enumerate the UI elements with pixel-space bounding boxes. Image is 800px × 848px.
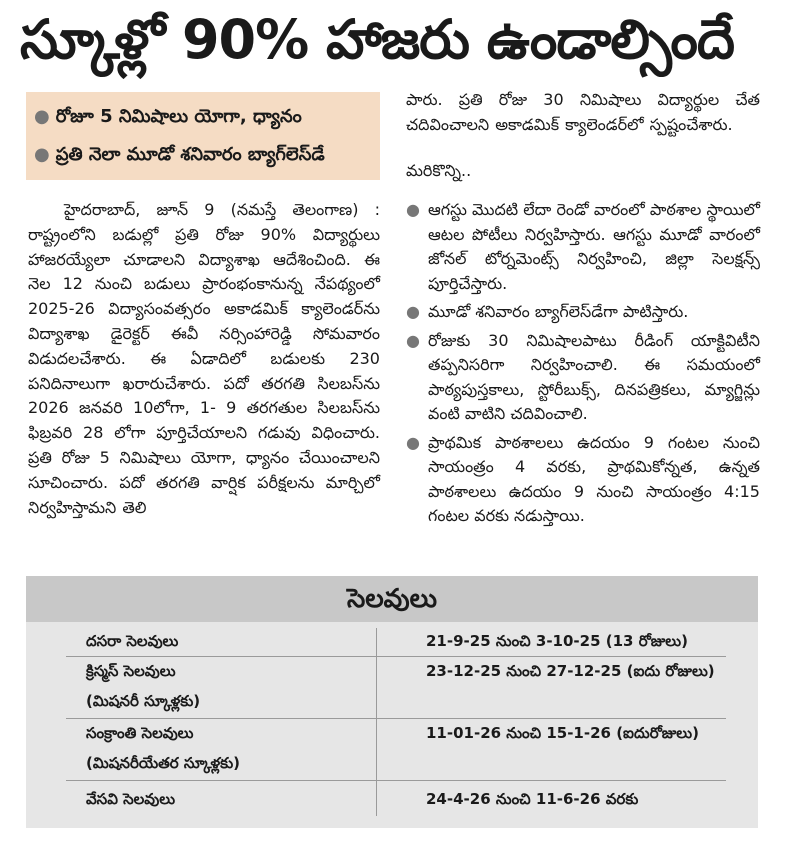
bullet-icon: ● xyxy=(406,200,420,219)
table-row xyxy=(66,782,726,812)
highlight-item xyxy=(34,106,302,131)
bullet-icon: ● xyxy=(406,432,420,452)
highlight-text: ప్రతి నెలా మూడో శనివారం బ్యాగ్‌లెస్‌డే xyxy=(55,144,325,165)
headline: స్కూళ్లో 90% హాజరు ఉండాల్సిందే xyxy=(20,8,735,71)
list-item-text: మూడో శనివారం బ్యాగ్‌లెస్‌డేగా పాటిస్తారు. xyxy=(428,302,689,321)
list-item xyxy=(400,329,760,427)
highlight-item xyxy=(34,144,325,169)
holiday-dates: 23-12-25 నుంచి 27-12-25 (ఐదు రోజులు) xyxy=(426,662,715,680)
holiday-note: (మిషనరీయేతర స్కూళ్లకు) xyxy=(86,754,240,772)
holiday-name: వేసవి సెలవులు xyxy=(86,790,176,808)
right-column-intro: పారు. ప్రతి రోజు 30 నిమిషాలు విద్యార్థుల చేత చదివించాలని అకాడమిక్ క్యాలెండర్‌లో స్పష్టంచేశారు. xyxy=(406,90,760,134)
table-row xyxy=(66,658,726,719)
subhead: మరికొన్ని.. xyxy=(406,161,472,180)
holiday-dates: 11-01-26 నుంచి 15-1-26 (ఐదురోజులు) xyxy=(426,724,699,742)
holiday-name: సంక్రాంతి సెలవులు xyxy=(86,724,194,742)
list-item xyxy=(400,300,760,325)
bullet-icon: ● xyxy=(406,330,420,350)
table-row xyxy=(66,720,726,781)
holiday-dates: 21-9-25 నుంచి 3-10-25 (13 రోజులు) xyxy=(426,632,688,650)
holiday-table-title: సెలవులు xyxy=(26,576,758,622)
bullet-icon: ● xyxy=(34,144,50,165)
holiday-dates: 24-4-26 నుంచి 11-6-26 వరకు xyxy=(426,790,639,808)
bullet-icon: ● xyxy=(406,302,420,321)
left-column-text: హైదరాబాద్, జూన్ 9 (నమస్తే తెలంగాణ) : రాష్ట్రంలోని బడుల్లో ప్రతి రోజు 90% విద్యార్థులు హాజరయ్యేలా చూడాలని విద్యాశాఖ ఆదేశించింది. ఈ నెల 12 నుంచి బడులు ప్రారంభంకానున్న నేపథ్యంలో 2025-26 విద్యాసంవత్సరం అకాడమిక్ క్యాలెండర్‌ను విద్యాశాఖ డైరెక్టర్ ఈవీ నర్సింహారెడ్డి సోమవారం విడుదలచేశారు. ఈ ఏడాదిలో బడులకు 230 పనిదినాలుగా ఖరారుచేశారు. పదో తరగతి సిలబస్‌ను 2026 జనవరి 10లోగా, 1- 9 తరగతుల సిలబస్‌ను ఫిబ్రవరి 28 లోగా పూర్తిచేయాలని గడువు విధించారు. ప్రతి రోజు 5 నిమిషాలు యోగా, ధ్యానం చేయించాలని సూచించారు. పదో తరగతి వార్షిక పరీక్షలను మార్చిలో నిర్వహిస్తామని తెలి xyxy=(28,200,380,517)
list-item-text: ప్రాథమిక పాఠశాలలు ఉదయం 9 గంటల నుంచి సాయంత్రం 4 వరకు, ప్రాథమికోన్నత, ఉన్నత పాఠశాలలు ఉదయం 9 నుంచి సాయంత్రం 4:15 గంటల వరకు నడుస్తాయి. xyxy=(428,432,760,525)
list-item xyxy=(400,198,760,296)
list-item-text: రోజుకు 30 నిమిషాలపాటు రీడింగ్ యాక్టివిటీని తప్పనిసరిగా నిర్వహించాలి. ఈ సమయంలో పాఠ్యపుస్తకాలు, స్టోరీబుక్స్, దినపత్రికలు, మ్యాగ్జిన్లు వంటి వాటిని చదివించాలి. xyxy=(428,330,760,423)
bullet-list xyxy=(400,198,760,533)
holiday-name: దసరా సెలవులు xyxy=(86,632,179,650)
highlight-text: రోజూ 5 నిమిషాలు యోగా, ధ్యానం xyxy=(55,106,302,127)
bullet-icon: ● xyxy=(34,106,50,127)
holiday-note: (మిషనరీ స్కూళ్లకు) xyxy=(86,692,201,710)
holiday-name: క్రిస్మస్ సెలవులు xyxy=(86,662,176,680)
list-item-text: ఆగస్టు మొదటి లేదా రెండో వారంలో పాఠశాల స్థాయిలో ఆటల పోటీలు నిర్వహిస్తారు. ఆగస్టు మూడో వారంలో జోనల్ టోర్నమెంట్స్ నిర్వహించి, జిల్లా సెలక్షన్స్ పూర్తిచేస్తారు. xyxy=(428,200,760,293)
highlight-box xyxy=(26,92,380,180)
holiday-table xyxy=(26,576,758,828)
table-row xyxy=(66,628,726,657)
list-item xyxy=(400,431,760,529)
